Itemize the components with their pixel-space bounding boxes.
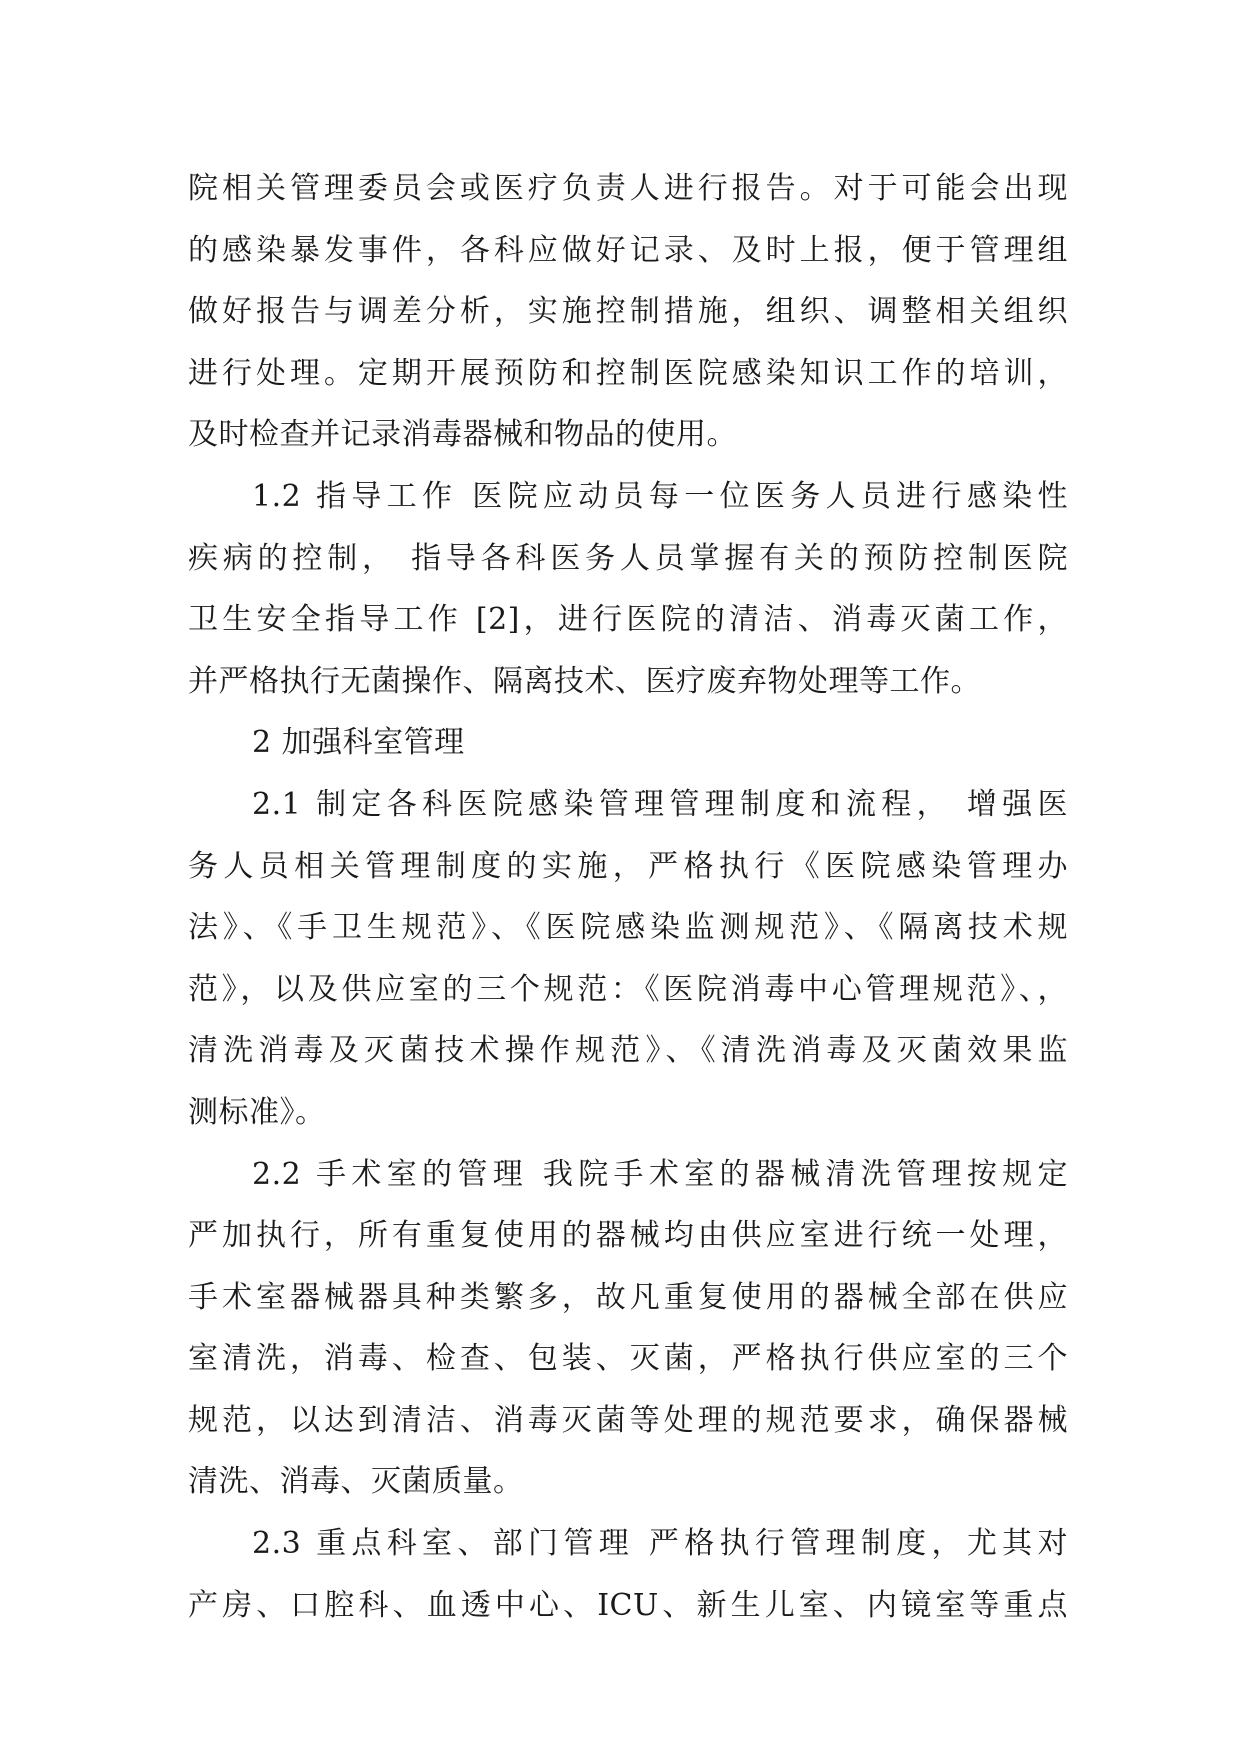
text-line: 的感染暴发事件，各科应做好记录、及时上报，便于管理组 [188,232,1068,268]
text-line: 产房、口腔科、血透中心、ICU、新生儿室、内镜室等重点 [188,1587,1068,1623]
section-heading: 2 加强科室管理 [252,725,465,761]
text-line: 2.3 重点科室、部门管理 严格执行管理制度，尤其对 [252,1526,1068,1562]
text-line: 法》、《手卫生规范》、《医院感染监测规范》、《隔离技术规 [188,910,1068,946]
text-line: 手术室器械器具种类繁多，故凡重复使用的器械全部在供应 [188,1279,1068,1315]
text-line: 范》，以及供应室的三个规范：《医院消毒中心管理规范》、， [188,971,1068,1007]
text-line: 规范，以达到清洁、消毒灭菌等处理的规范要求，确保器械 [188,1402,1068,1438]
document-body [188,158,1068,1636]
text-line: 2.1 制定各科医院感染管理管理制度和流程， 增强医 [252,786,1068,822]
text-line: 严加执行，所有重复使用的器械均由供应室进行统一处理， [188,1218,1068,1254]
text-line: 测标准》。 [188,1094,326,1130]
text-line: 清洗、消毒、灭菌质量。 [188,1464,524,1500]
text-line: 室清洗，消毒、检查、包装、灭菌，严格执行供应室的三个 [188,1341,1068,1377]
text-line: 进行处理。定期开展预防和控制医院感染知识工作的培训， [188,355,1068,391]
text-line: 疾病的控制， 指导各科医务人员掌握有关的预防控制医院 [188,540,1068,576]
text-line: 院相关管理委员会或医疗负责人进行报告。对于可能会出现 [188,171,1068,206]
text-line: 务人员相关管理制度的实施，严格执行《医院感染管理办 [188,848,1068,884]
text-line: 做好报告与调差分析，实施控制措施，组织、调整相关组织 [188,294,1068,330]
text-line: 并严格执行无菌操作、隔离技术、医疗废弃物处理等工作。 [188,663,981,699]
text-line: 及时检查并记录消毒器械和物品的使用。 [188,417,737,453]
text-line: 1.2 指导工作 医院应动员每一位医务人员进行感染性 [252,478,1068,514]
text-line: 2.2 手术室的管理 我院手术室的器械清洗管理按规定 [252,1156,1068,1192]
text-line: 清洗消毒及灭菌技术操作规范》、《清洗消毒及灭菌效果监 [188,1033,1068,1069]
text-line: 卫生安全指导工作 [2]，进行医院的清洁、消毒灭菌工作， [188,602,1068,638]
